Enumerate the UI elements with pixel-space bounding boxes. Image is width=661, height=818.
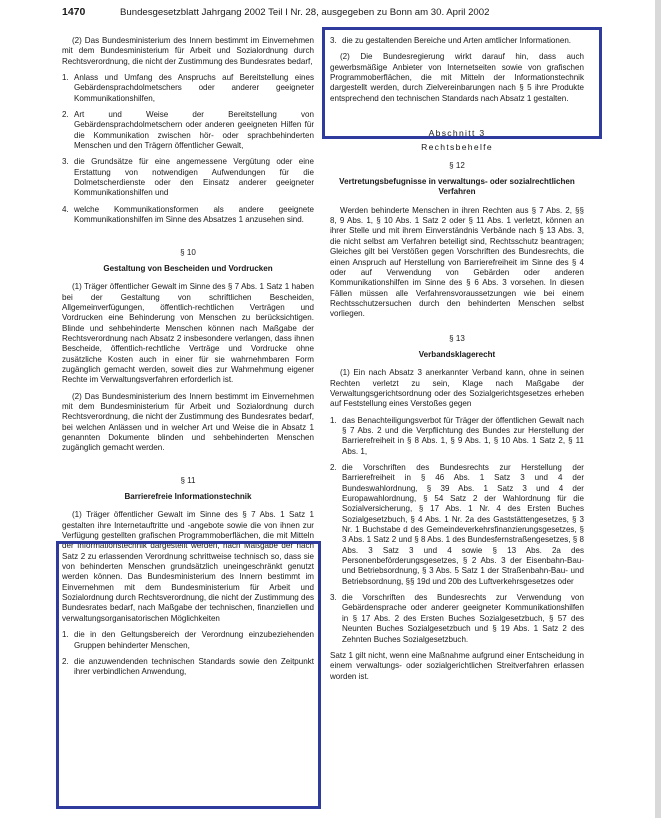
list-item: 2. die anzuwendenden technischen Standards sowie den Zeitpunkt ihrer verbindlichen Anwendung, [62, 656, 314, 677]
paragraph: (2) Das Bundesministerium des Innern bestimmt im Einvernehmen mit dem Bundesministerium für Arbeit und Sozialordnung durch Rechtsverordnung, die nicht der Zustimmung des Bundesrates bedarf, [62, 36, 314, 66]
paragraph: (1) Ein nach Absatz 3 anerkannter Verband kann, ohne in seinen Rechten verletzt zu sein, Klage nach Maßgabe der Verwaltungsgerichtsordnung oder des Sozialgerichtsgesetzes erheben auf Feststellung eines Verstoßes gegen [330, 368, 584, 409]
list-item: 2. die Vorschriften des Bundesrechts zur Herstellung der Barrierefreiheit in § 46 Abs. 1 Satz 3 und 4 der Bundeswahlordnung, § 39 Abs. 1 Satz 3 und 4 der Europawahlordnung, § 54 Satz 2 der Wahlordnung für die Sozialversicherung, § 17 Abs. 1 Nr. 4 des Ersten Buches Sozialgesetzbuch, § 4 Abs. 1 Nr. 2a des Gaststättengesetzes, § 3 Nr. 1 Buchstabe d des Gemeindeverkehrsfinanzierungsgesetzes, § 3 Abs. 1 Satz 2 und § 8 Abs. 1 des Bundesfernstraßengesetzes, § 8 Abs. 3 Satz 3 und 4 sowie § 13 Abs. 2a des Personenbeförderungsgesetzes, § 2 Abs. 3 der Eisenbahn-Bau- und Betriebsordnung, § 3 Abs. 5 Satz 1 der Straßenbahn-Bau- und Betriebsordnung, §§ 19d und 20b des Luftverkehrsgesetzes oder [330, 463, 584, 586]
page-header [62, 6, 639, 19]
list-item: 4. welche Kommunikationsformen als andere geeignete Kommunikationshilfen im Sinne des Absatzes 1 anzusehen sind. [62, 204, 314, 225]
list-item: 3. die zu gestaltenden Bereiche und Arten amtlicher Informationen. [330, 36, 572, 45]
list-item: 3. die Vorschriften des Bundesrechts zur Verwendung von Gebärdensprache oder anderer geeigneter Kommunikationshilfen in § 17 Abs. 2 des Ersten Buches Sozialgesetzbuch, § 57 des Neunten Buches Sozialgesetzbuch und § 19 Abs. 1 Satz 2 des Zehnten Buches Sozialgesetzbuch. [330, 593, 584, 644]
highlight-box-section-11 [56, 541, 321, 809]
section-number: § 12 [449, 160, 465, 170]
paragraph: Satz 1 gilt nicht, wenn eine Maßnahme aufgrund einer Entscheidung in einem verwaltungs- oder sozialgerichtlichen Streitverfahren erlassen worden ist. [330, 650, 584, 681]
paragraph: (1) Träger öffentlicher Gewalt im Sinne des § 7 Abs. 1 Satz 1 haben bei der Gestaltung von schriftlichen Bescheiden, Allgemeinverfügungen, öffentlich-rechtlichen Verträgen und Vordrucken eine Behinderung von Menschen zu berücksichtigen. Blinde und sehbehinderte Menschen können nach Maßgabe der Rechtsverordnung nach Absatz 2 insbesondere verlangen, dass ihnen Bescheide, öffentlich-rechtliche Verträge und Vordrucke ohne zusätzliche Kosten auch in einer für sie wahrnehmbaren Form zugänglich gemacht werden, soweit dies zur Wahrnehmung eigener Rechte im Verwaltungsverfahren erforderlich ist. [62, 282, 314, 385]
chapter-title: Rechtsbehelfe [421, 142, 493, 153]
paragraph: (1) Träger öffentlicher Gewalt im Sinne des § 7 Abs. 1 Satz 1 gestalten ihre Internetauftritte und -angebote sowie die von ihnen zur Verfügung gestellten grafischen Programmoberflächen, die mit Mitteln der Informationstechnik dargestellt werden, nach Maßgabe der nach Satz 2 zu erlassenden Verordnung schrittweise technisch so, dass sie von behinderten Menschen grundsätzlich uneingeschränkt genutzt werden können. Das Bundesministerium des Innern bestimmt im Einvernehmen mit dem Bundesministerium für Arbeit und Sozialordnung durch Rechtsverordnung, die nicht der Zustimmung des Bundesrates bedarf, nach Maßgabe der technischen, finanziellen und verwaltungsorganisatorischen Möglichkeiten [62, 510, 314, 623]
section-title: Vertretungsbefugnisse in verwaltungs- oder sozialrechtlichen Verfahren [339, 177, 575, 197]
section-number: § 10 [180, 247, 196, 257]
chapter-heading: Abschnitt 3 [428, 128, 486, 139]
section-title: Barrierefreie Informationstechnik [124, 492, 252, 502]
page-number: 1470 [62, 6, 86, 18]
section-title: Verbandsklagerecht [418, 349, 496, 359]
section-number: § 11 [180, 475, 196, 485]
list-item: 3. die Grundsätze für eine angemessene Vergütung oder eine Erstattung von notwendigen Aufwendungen für die Dolmetscherdienste oder den Einsatz anderer geeigneter Kommunikationshilfen und [62, 157, 314, 198]
section-number: § 13 [449, 333, 465, 343]
paragraph: Werden behinderte Menschen in ihren Rechten aus § 7 Abs. 2, §§ 8, 9 Abs. 1, § 10 Abs. 1 Satz 2 oder § 11 Abs. 1 verletzt, können an ihrer Stelle und mit ihrem Einverständnis Verbände nach § 13 Abs. 3, die nicht selbst am Verfahren beteiligt sind, Rechtsschutz beantragen; Gleiches gilt bei Verstößen gegen Vorschriften des Bundesrechts, die einen Anspruch auf Herstellung von Barrierefreiheit im Sinne des § 4 oder auf Verwendung von Gebärden oder anderen Kommunikationshilfen im Sinne des § 6 Abs. 3 vorsehen. In diesen Fällen müssen alle Verfahrensvoraussetzungen wie bei einem Rechtsschutzersuchen durch den behinderten Menschen selbst vorliegen. [330, 205, 584, 319]
paragraph: (2) Die Bundesregierung wirkt darauf hin, dass auch gewerbsmäßige Anbieter von Internetseiten sowie von grafischen Programmoberflächen, die mit Mitteln der Informationstechnik dargestellt werden, durch Zielvereinbarungen nach § 5 ihre Produkte entsprechend den technischen Standards nach Absatz 1 gestalten. [330, 52, 584, 103]
list-item: 1. das Benachteiligungsverbot für Träger der öffentlichen Gewalt nach § 7 Abs. 2 und die Verpflichtung des Bundes zur Herstellung der Barrierefreiheit in § 8 Abs. 1, § 9 Abs. 1, § 10 Abs. 1 Satz 2, § 11 Abs. 1, [330, 415, 584, 456]
paragraph: (2) Das Bundesministerium des Innern bestimmt im Einvernehmen mit dem Bundesministerium für Arbeit und Sozialordnung durch Rechtsverordnung, die nicht der Zustimmung des Bundesrates bedarf, bei welchen Anlässen und in welcher Art und Weise die in Absatz 1 genannten Dokumente blinden und sehbehinderten Menschen zugänglich gemacht werden. [62, 391, 314, 453]
list-item: 1. die in den Geltungsbereich der Verordnung einzubeziehenden Gruppen behinderter Menschen, [62, 630, 314, 650]
highlight-box-right [322, 27, 602, 139]
list-item: 1. Anlass und Umfang des Anspruchs auf Bereitstellung eines Gebärdensprachdolmetschers oder anderer geeigneter Kommunikationshilfen, [62, 73, 314, 103]
gazette-title: Bundesgesetzblatt Jahrgang 2002 Teil I Nr. 28, ausgegeben zu Bonn am 30. April 2002 [120, 7, 490, 18]
section-title: Gestaltung von Bescheiden und Vordrucken [103, 263, 273, 273]
list-item: 2. Art und Weise der Bereitstellung von Gebärdensprachdolmetschern oder anderen geeigneten Hilfen für die Kommunikation zwischen hör- oder sprachbehinderten Menschen und den Trägern öffentlicher Gewalt, [62, 110, 314, 151]
